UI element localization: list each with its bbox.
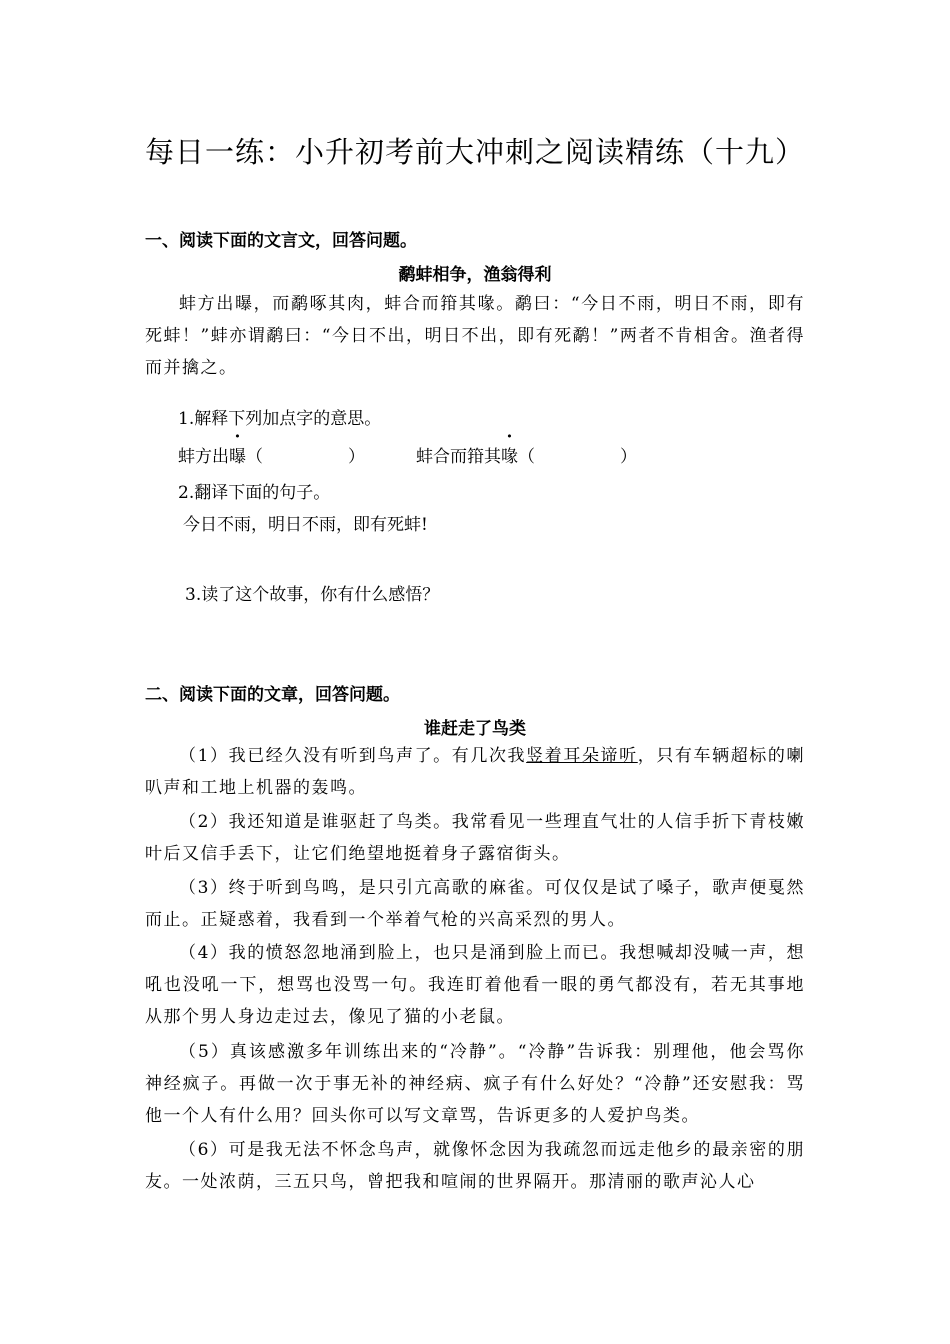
story-title: 鹬蚌相争，渔翁得利 (398, 265, 552, 285)
question-1: 1.解释下列加点字的意思。 (178, 409, 382, 429)
question-2-sentence: 今日不雨，明日不雨，即有死蚌! (183, 515, 428, 535)
paragraph-1-end: ，只有车辆超标的喇叭声和工地上机器的轰鸣。 (145, 746, 806, 798)
question-2: 2.翻译下面的句子。 (178, 483, 331, 503)
section1-heading: 一、阅读下面的文言文，回答问题。 (145, 231, 417, 251)
article-title: 谁赶走了鸟类 (424, 719, 526, 739)
classical-text: 蚌方出曝，而鹬啄其肉，蚌合而箝其喙。鹬曰：“今日不雨，明日不雨，即有死蚌！”蚌亦谓鹬曰：“今日不出，明日不出，即有死鹬！”两者不肯相舍。渔者得而并擒之。 (145, 294, 805, 378)
article-paragraph-2: （2）我还知道是谁驱赶了鸟类。我常看见一些理直气壮的人信手折下青枝嫩叶后又信手丢下，让它们绝望地挺着身子露宿街头。 (145, 812, 805, 864)
item-a-blank[interactable]: （ ） (246, 447, 365, 467)
question-1-item-a (178, 442, 365, 467)
article-paragraph-5: （5）真该感激多年训练出来的“冷静”。“冷静”告诉我：别理他，他会骂你神经疯子。再做一次于事无补的神经病、疯子有什么好处？“冷静”还安慰我：骂他一个人有什么用？回头你可以写文章骂，告诉更多的人爱护鸟类。 (145, 1042, 805, 1126)
item-b-blank[interactable]: （ ） (518, 447, 637, 467)
question-3: 3.读了这个故事，你有什么感悟？ (185, 585, 440, 605)
paragraph-1-start: （1）我已经久没有听到鸟声了。有几次我 (179, 746, 527, 766)
item-a-dotted-char: 曝 (229, 447, 246, 467)
section2-heading: 二、阅读下面的文章，回答问题。 (145, 685, 400, 705)
article-paragraph-6: （6）可是我无法不怀念鸟声，就像怀念因为我疏忽而远走他乡的最亲密的朋友。一处浓荫，三五只鸟，曾把我和喧闹的世界隔开。那清丽的歌声沁人心 (145, 1140, 805, 1192)
question-1-item-b (416, 442, 637, 467)
underlined-phrase: 竖着耳朵谛听 (526, 746, 638, 766)
article-paragraph-1 (145, 740, 805, 804)
item-b-text: 蚌合而箝其 (416, 447, 501, 467)
page-title: 每日一练：小升初考前大冲刺之阅读精练（十九） (144, 135, 805, 169)
article-paragraph-3: （3）终于听到鸟鸣，是只引亢高歌的麻雀。可仅仅是试了嗓子，歌声便戛然而止。正疑惑着，我看到一个举着气枪的兴高采烈的男人。 (145, 878, 805, 930)
article-paragraph-4: （4）我的愤怒忽地涌到脸上，也只是涌到脸上而已。我想喊却没喊一声，想吼也没吼一下，想骂也没骂一句。我连盯着他看一眼的勇气都没有，若无其事地从那个男人身边走过去，像见了猫的小老鼠。 (145, 943, 805, 1027)
item-a-text: 蚌方出 (178, 447, 229, 467)
item-b-dotted-char: 喙 (501, 447, 518, 467)
